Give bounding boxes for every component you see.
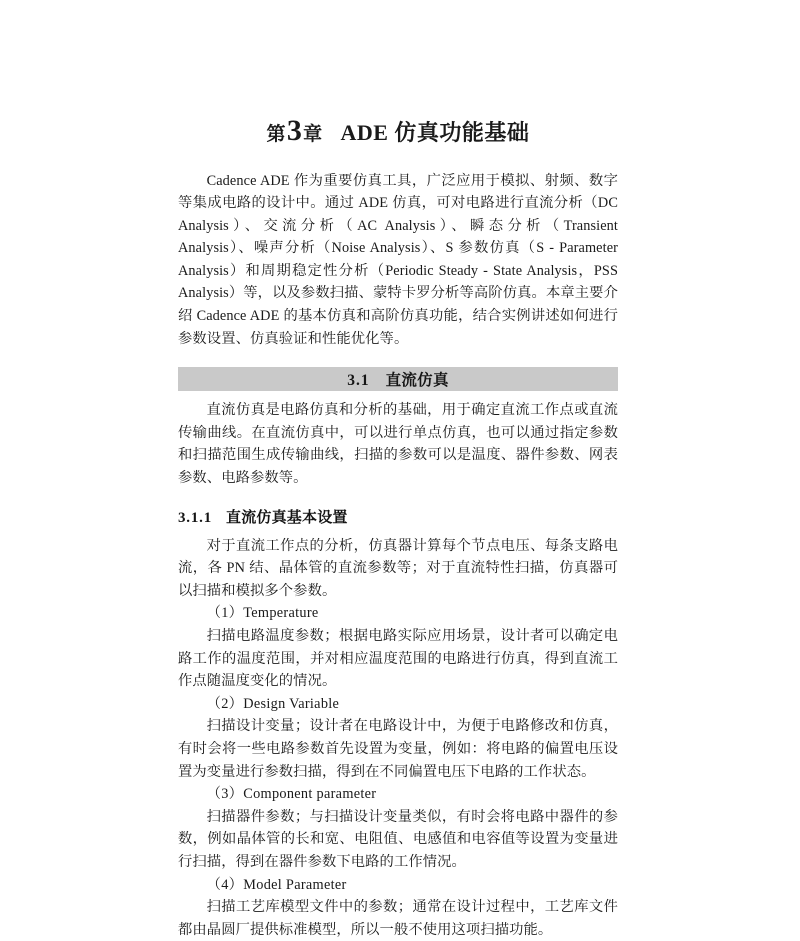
chapter-prefix: 第: [266, 124, 286, 145]
chapter-title: [178, 0, 618, 150]
list-item-label-text: （4）Model Parameter: [206, 876, 347, 893]
subsection-heading: [178, 490, 618, 527]
section-name: 直流仿真: [385, 372, 449, 390]
subsection-number: 3.1.1: [178, 509, 212, 526]
subsection-paragraph: 对于直流工作点的分析，仿真器计算每个节点电压、每条支路电流，各 PN 结、晶体管的直流参数等；对于直流特性扫描，仿真器可以扫描和模拟多个参数。: [178, 537, 618, 599]
list-item-body: 扫描器件参数；与扫描设计变量类似，有时会将电路中器件的参数，例如晶体管的长和宽、电阻值、电感值和电容值等设置为变量进行扫描，得到在器件参数下电路的工作情况。: [178, 808, 618, 870]
list-item-label: [178, 602, 618, 625]
intro-paragraph: Cadence ADE 作为重要仿真工具，广泛应用于模拟、射频、数字等集成电路的设计中。通过 ADE 仿真，可对电路进行直流分析（DC Analysis）、交流分析（AC Analysis）、瞬态分析（Transient Analysis）、噪声分析（Noise Analysis）、S 参数仿真（S - Parameter Analysis）和周期稳定性分析（Periodic Steady - State Analysis，PSS Analysis）等，以及参数扫描、蒙特卡罗分析等高阶仿真。本章主要介绍 Cadence ADE 的基本仿真和高阶仿真功能，结合实例讲述如何进行参数设置、仿真验证和性能优化等。: [178, 172, 618, 347]
subsection-name: 直流仿真基本设置: [226, 509, 348, 526]
chapter-name: ADE 仿真功能基础: [340, 120, 530, 145]
list-item-body: 扫描电路温度参数；根据电路实际应用场景，设计者可以确定电路工作的温度范围，并对相应温度范围的电路进行仿真，得到直流工作点随温度变化的情况。: [178, 628, 618, 690]
section-number: 3.1: [347, 372, 370, 390]
list-item-label: [178, 874, 618, 897]
list-item-label-text: （3）Component parameter: [206, 786, 377, 803]
chapter-suffix: 章: [303, 124, 323, 145]
chapter-number: 3: [286, 114, 303, 147]
section-heading-text: [347, 368, 449, 390]
list-item-body: 扫描工艺库模型文件中的参数；通常在设计过程中，工艺库文件都由晶圆厂提供标准模型，所以一般不使用这项扫描功能。: [178, 899, 618, 938]
section-paragraph: 直流仿真是电路仿真和分析的基础，用于确定直流工作点或直流传输曲线。在直流仿真中，可以进行单点仿真，也可以通过指定参数和扫描范围生成传输曲线，扫描的参数可以是温度、器件参数、网表参数、电路参数等。: [178, 402, 618, 487]
section-heading-bar: [178, 367, 618, 391]
list-item-label: [178, 693, 618, 716]
list-item-label-text: （2）Design Variable: [206, 695, 340, 712]
list-item-body: 扫描设计变量；设计者在电路设计中，为便于电路修改和仿真，有时会将一些电路参数首先设置为变量，例如：将电路的偏置电压设置为变量进行参数扫描，得到在不同偏置电压下电路的工作状态。: [178, 718, 618, 780]
list-item-label: [178, 783, 618, 806]
list-item-label-text: （1）Temperature: [206, 605, 319, 622]
